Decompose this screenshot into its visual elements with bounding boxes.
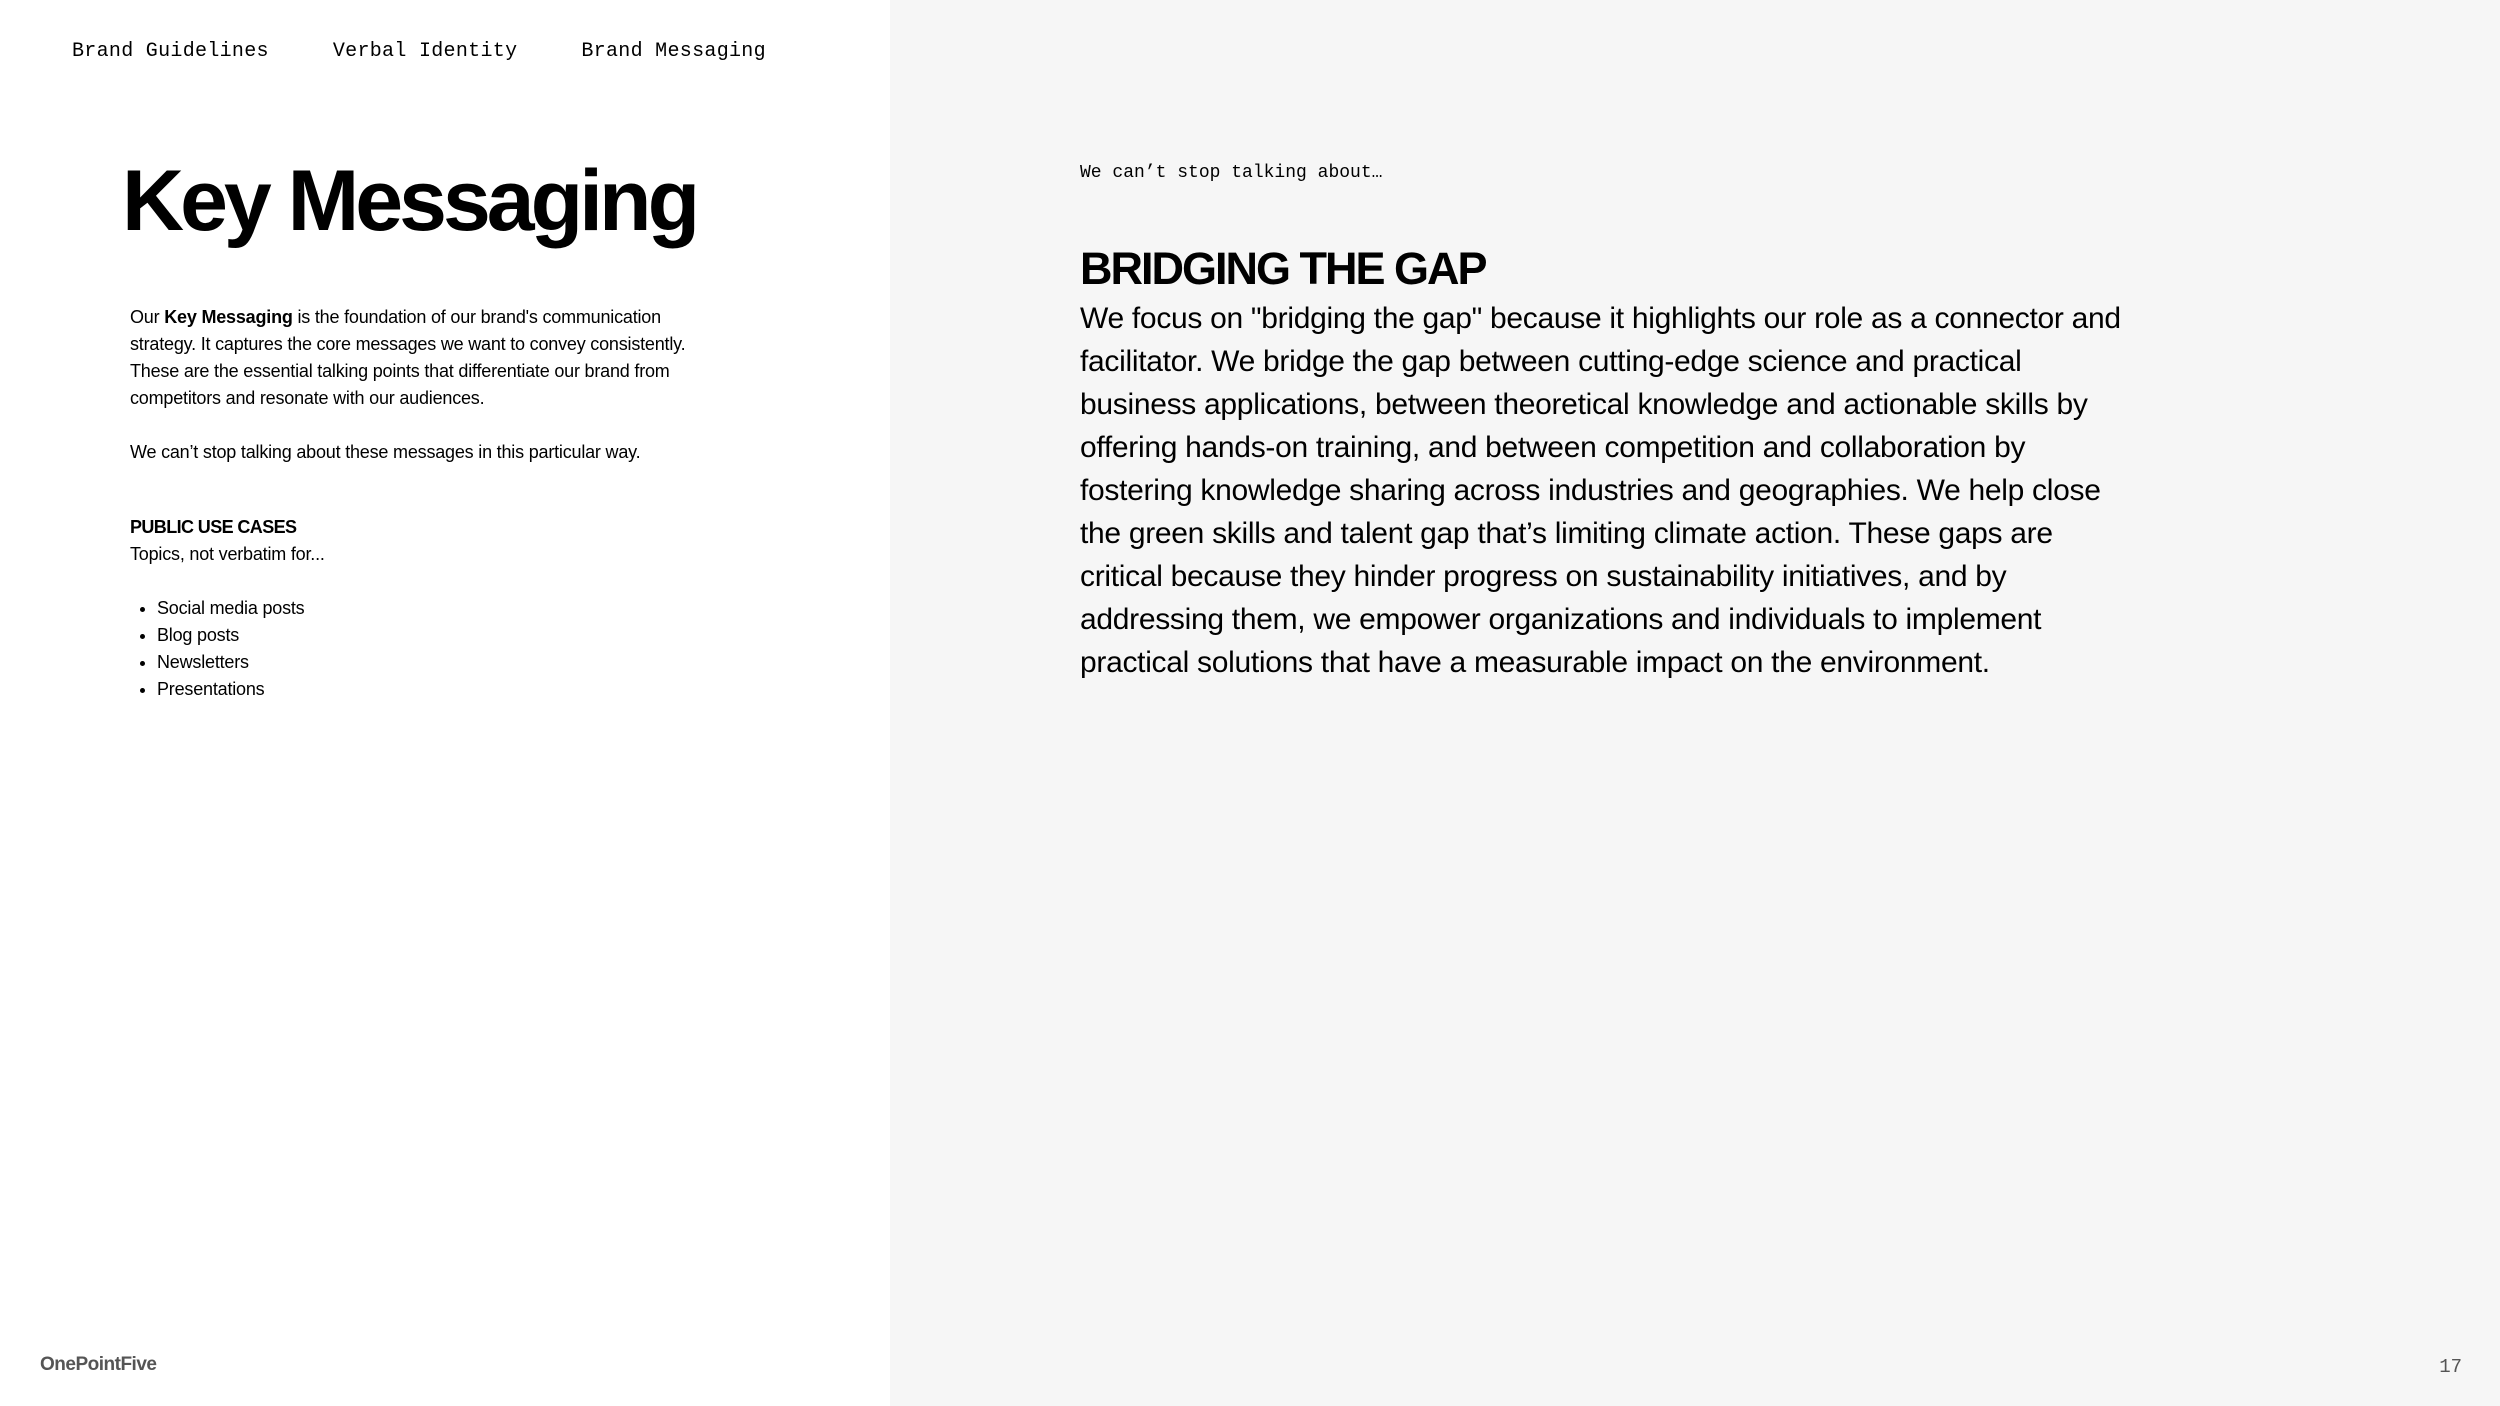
section-eyebrow: We can’t stop talking about… <box>1080 163 1383 183</box>
intro-paragraph <box>130 304 730 412</box>
page-title: Key Messaging <box>122 153 697 249</box>
intro-bold-term: Key Messaging <box>164 307 293 327</box>
section-heading: BRIDGING THE GAP <box>1080 243 1486 294</box>
left-panel <box>0 0 890 1406</box>
nav-item-verbal-identity[interactable]: Verbal Identity <box>332 40 518 63</box>
section-body: We focus on "bridging the gap" because it highlights our role as a connector and facilitator. We bridge the gap between cutting-edge science and practical business applications, between theoretical knowledge and actionable skills by offering hands-on training, and between competition and collaboration by fostering knowledge sharing across industries and geographies. We help close the green skills and talent gap that’s limiting climate action. These gaps are critical because they hinder progress on sustainability initiatives, and by addressing them, we empower organizations and individuals to implement practical solutions that have a measurable impact on the environment. <box>1080 302 2121 679</box>
page-number: 17 <box>2439 1356 2462 1378</box>
use-cases-heading: PUBLIC USE CASES <box>130 517 297 537</box>
footer-brand-logo: OnePointFive <box>40 1354 157 1375</box>
intro-tagline: We can’t stop talking about these messages in this particular way. <box>130 442 641 462</box>
right-panel <box>890 0 2500 1406</box>
intro-prefix: Our <box>130 307 165 327</box>
list-item: • Presentations <box>157 676 730 703</box>
list-item: • Social media posts <box>157 595 730 622</box>
intro-suffix: is the foundation of our brand's communication strategy. It captures the core messages we want to convey consistently. These are the essential talking points that differentiate our brand from competitors and resonate with our audiences. <box>130 307 686 408</box>
nav-item-brand-guidelines[interactable]: Brand Guidelines <box>72 40 269 63</box>
top-nav <box>72 40 766 63</box>
list-item: • Blog posts <box>157 622 730 649</box>
nav-item-brand-messaging[interactable]: Brand Messaging <box>581 40 766 63</box>
list-item: • Newsletters <box>157 649 730 676</box>
public-use-cases <box>130 514 730 703</box>
use-cases-subheading: Topics, not verbatim for... <box>130 544 325 564</box>
use-cases-list <box>130 595 730 703</box>
intro-text <box>130 304 730 466</box>
